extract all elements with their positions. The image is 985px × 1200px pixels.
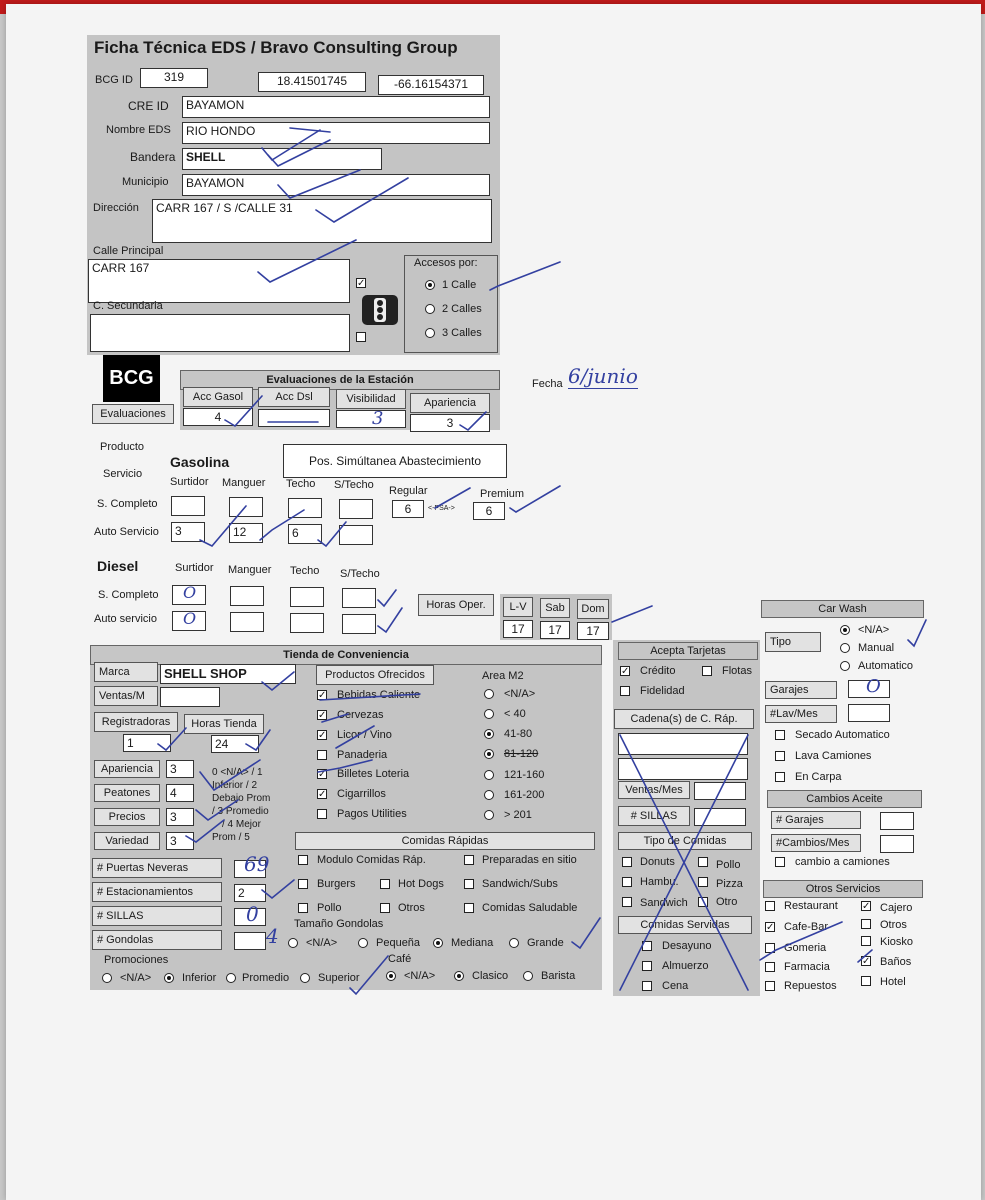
producto-3: Licor / Vino [337,729,392,741]
check-mark [572,918,600,948]
apariencia-header: Apariencia [410,393,490,413]
producto-2: Cervezas [337,709,384,721]
check-mark [262,880,294,898]
accesos-label: Accesos por: [414,257,478,269]
bandera-field[interactable]: SHELL [182,148,382,170]
check-mark [262,128,330,160]
cafe-option-3: Barista [541,970,576,982]
accesos-option-2: 2 Calles [442,303,482,315]
check-mark [318,522,346,546]
producto-1: Bebidas Caliente [337,689,421,701]
otros-left-1: Restaurant [784,900,838,912]
check-mark [760,922,872,962]
gas-col-techo: Techo [286,478,316,490]
check-mark [320,694,420,748]
servida-3: Cena [662,980,689,992]
producto-6: Cigarrillos [337,788,386,800]
evaluaciones-button[interactable]: Evaluaciones [92,404,174,424]
area-option-5: 121-160 [504,769,545,781]
fidelidad-label: Fidelidad [640,685,685,697]
servicio-label: Servicio [103,468,143,480]
check-mark [258,240,356,282]
longitude-field[interactable]: -66.16154371 [378,75,484,95]
registradoras-label: Registradoras [94,712,178,732]
carwash-title: Car Wash [761,600,924,618]
check-mark [460,412,486,430]
check-mark [908,620,926,646]
gondolas-handwritten: 4 [266,924,279,948]
otros-left-cb-2[interactable]: ✓ [766,922,775,933]
aceite-garajes-label: # Garajes [771,811,861,829]
otros-left-2: Cafe-Bar [784,921,829,933]
scale-line-2: Inferior / 2 [212,780,258,791]
cadena-title: Cadena(s) de C. Ráp. [614,709,754,729]
garajes-label: Garajes [765,681,837,699]
apariencia-label: Apariencia [94,760,160,778]
secado-label: Secado Automatico [795,729,890,741]
otros-servicios-title: Otros Servicios [763,880,923,898]
promociones-label: Promociones [104,954,169,966]
estacionamientos-field[interactable]: 2 [234,884,266,902]
nombre-field[interactable]: RIO HONDO [182,122,490,144]
producto-cb-5[interactable]: ✓ [318,769,327,780]
municipio-label: Municipio [122,176,169,188]
horas-col-lv: L-V [503,597,533,617]
check-mark [435,486,560,512]
horas-lv[interactable]: 17 [503,620,533,638]
estacionamientos-label: # Estacionamientos [92,882,222,902]
calle-principal-label: Calle Principal [93,245,164,257]
cambios-aceite-title: Cambios Aceite [767,790,922,808]
sillas-label: # SILLAS [92,906,222,926]
visibilidad-header: Visibilidad [336,389,406,409]
tipo-3: Hambu. [640,876,679,888]
apariencia-value[interactable]: 3 [410,414,490,432]
tipo-1: Donuts [640,856,675,868]
credito-label: Crédito [640,665,676,677]
evaluations-title: Evaluaciones de la Estación [180,370,500,390]
comida-8: Comidas Saludable [482,902,578,914]
flotas-label: Flotas [722,665,752,677]
sillas-handwritten: 0 [246,902,259,926]
otros-right-5: Hotel [880,976,906,988]
producto-4: Panaderia [337,749,388,761]
check-mark [278,170,360,198]
scale-line-5: / 4 Mejor [222,819,261,830]
horas-sab[interactable]: 17 [540,621,570,639]
promo-option-4: Superior [318,972,360,984]
puertas-neveras-label: # Puertas Neveras [92,858,222,878]
otros-right-cb-1[interactable]: ✓ [862,901,871,912]
tipo-5: Sandwich [640,897,688,909]
cadena-sillas-label: # SILLAS [618,806,690,826]
scale-line-1: 0 <N/A> / 1 [212,767,263,778]
premium-label: Premium [480,488,525,500]
en-carpa-label: En Carpa [795,771,842,783]
cre-id-label: CRE ID [128,99,169,113]
scale-line-3: Debajo Prom [212,793,271,804]
lava-camiones-label: Lava Camiones [795,750,872,762]
productos-ofrecidos-button[interactable]: Productos Ofrecidos [316,665,434,685]
lav-mes-label: #Lav/Mes [765,705,837,723]
tipo-comidas-title: Tipo de Comidas [618,832,752,850]
check-mark [225,396,262,426]
check-mark [350,956,388,994]
carwash-option-2: Manual [858,642,895,654]
gasolina-title: Gasolina [170,454,230,470]
latitude-field[interactable]: 18.41501745 [258,72,366,92]
check-mark [262,672,294,690]
horas-col-sab: Sab [540,598,570,618]
scale-line-6: Prom / 5 [212,832,250,843]
calle-principal-field[interactable]: CARR 167 [88,259,350,303]
producto-5: Billetes Loteria [337,768,410,780]
tipo-6: Otro [716,896,738,908]
cafe-option-1: <N/A> [404,970,436,982]
bandera-label: Bandera [130,150,176,164]
calle-principal-checkbox[interactable]: ✓ [357,278,366,289]
gas-row-s-completo: S. Completo [97,498,158,510]
direccion-field[interactable]: CARR 167 / S /CALLE 31 [152,199,492,243]
check-mark [612,606,652,622]
horas-oper-button[interactable]: Horas Oper. [418,594,494,616]
servida-1: Desayuno [662,940,712,952]
tipo-4: Pizza [716,878,743,890]
gas-col-stecho: S/Techo [334,479,374,491]
otros-left-3: Gomeria [784,942,827,954]
accesos-option-1: 1 Calle [442,279,477,291]
otros-left-4: Farmacia [784,961,830,973]
gas-auto-surtidor[interactable]: 3 [171,522,205,542]
comidas-servidas-title: Comidas Servidas [618,916,752,934]
accesos-option-3: 3 Calles [442,327,482,339]
otros-left-5: Repuestos [784,980,837,992]
scale-line-4: / 3 Promedio [212,806,269,817]
check-mark [316,178,408,222]
tipo-2: Pollo [716,859,741,871]
puertas-handwritten: 69 [244,852,270,876]
form-title: Ficha Técnica EDS / Bravo Consulting Group [94,38,458,57]
cafe-label: Café [388,953,412,965]
promo-option-2: Inferior [182,972,217,984]
fecha-label: Fecha [532,378,563,390]
comida-4: Hot Dogs [398,878,444,890]
precios-field[interactable]: 3 [166,808,194,826]
ventas-m-label: Ventas/M [94,686,158,706]
variedad-label: Variedad [94,832,160,850]
dsl-col-manguer: Manguer [228,564,272,576]
producto-cb-1[interactable]: ✓ [318,690,327,701]
visibilidad-handwritten: 3 [372,408,384,429]
check-mark [158,728,270,750]
fecha-handwritten: 6/junio [568,364,638,388]
gas-col-manguer: Manguer [222,477,266,489]
producto-label: Producto [100,441,145,453]
horas-dom[interactable]: 17 [577,622,609,640]
servida-2: Almuerzo [662,960,709,972]
gas-auto-techo[interactable]: 6 [288,524,322,544]
otros-right-3: Kiosko [880,936,914,948]
comida-1: Modulo Comidas Ráp. [317,854,426,866]
area-m2-label: Area M2 [482,670,524,682]
marca-field[interactable]: SHELL SHOP [160,664,296,684]
dsl-row-s-completo: S. Completo [98,589,159,601]
otros-right-1: Cajero [880,902,913,914]
horas-tienda-field[interactable]: 24 [211,735,259,753]
area-option-2: < 40 [504,708,526,720]
producto-7: Pagos Utilities [337,808,407,820]
peatones-label: Peatones [94,784,160,802]
ventas-mes-label: Ventas/Mes [618,781,690,799]
acc-gasol-header: Acc Gasol [183,387,253,407]
variedad-field[interactable]: 3 [166,832,194,850]
area-option-1: <N/A> [504,688,536,700]
dsl-col-stecho: S/Techo [340,568,380,580]
producto-cb-3[interactable]: ✓ [318,730,327,741]
comidas-rapidas-title: Comidas Rápidas [295,832,595,850]
promo-option-3: Promedio [242,972,290,984]
carwash-option-1: <N/A> [858,624,890,636]
area-option-3: 41-80 [504,728,533,740]
regular-label: Regular [389,485,428,497]
comida-3: Burgers [317,878,356,890]
otros-right-2: Otros [880,919,907,931]
tarjetas-title: Acepta Tarjetas [618,642,758,660]
tamano-option-3: Mediana [451,937,494,949]
carwash-tipo-label: Tipo [765,632,821,652]
apariencia-field[interactable]: 3 [166,760,194,778]
peatones-field[interactable]: 4 [166,784,194,802]
comida-2: Preparadas en sitio [482,854,577,866]
psa-arrow: <-PSA-> [428,505,455,512]
dsl-auto-handwritten: O [183,609,197,628]
nombre-label: Nombre EDS [106,124,171,136]
tamano-option-4: Grande [527,937,564,949]
gas-col-surtidor: Surtidor [170,476,209,488]
check-mark [490,262,560,290]
tamano-option-2: Pequeña [376,937,421,949]
check-mark [378,590,402,632]
area-option-7: > 201 [504,809,532,821]
direccion-label: Dirección [93,202,139,214]
dsl-row-auto-servicio: Auto servicio [94,613,157,625]
cross-out [620,735,748,990]
dsl-scompleto-handwritten: O [183,583,197,602]
comida-7: Otros [398,902,425,914]
comida-5: Sandwich/Subs [482,878,558,890]
pos-simultanea-box: Pos. Simúltanea Abastecimiento [283,444,507,478]
bcg-id-label: BCG ID [95,74,133,86]
horas-col-dom: Dom [577,599,609,619]
acc-gasol-value[interactable]: 4 [183,408,253,426]
cambio-camiones-label: cambio a camiones [795,856,890,868]
municipio-field[interactable]: BAYAMON [182,174,490,196]
cre-id-field[interactable]: BAYAMON [182,96,490,118]
check-mark [186,760,260,842]
gondolas-label: # Gondolas [92,930,222,950]
acc-dsl-header: Acc Dsl [258,387,330,407]
producto-cb-6[interactable]: ✓ [318,789,327,800]
promo-option-1: <N/A> [120,972,152,984]
carwash-option-3: Automatico [858,660,914,672]
bcg-logo: BCG [103,355,160,402]
cafe-option-2: Clasico [472,970,509,982]
diesel-title: Diesel [97,558,139,574]
check-mark [318,760,372,772]
otros-right-4: Baños [880,956,912,968]
marca-label: Marca [94,662,158,682]
dsl-col-techo: Techo [290,565,320,577]
tienda-title: Tienda de Conveniencia [90,645,602,665]
credito-checkbox[interactable]: ✓ [621,666,630,677]
garajes-handwritten: O [866,676,881,697]
registradoras-field[interactable]: 1 [123,734,171,752]
producto-cb-2[interactable]: ✓ [318,710,327,721]
calle-secundaria-label: C. Secundaria [93,300,163,312]
tamano-option-1: <N/A> [306,937,338,949]
bcg-id-field[interactable]: 319 [140,68,208,88]
check-mark [260,510,304,540]
precios-label: Precios [94,808,160,826]
area-option-6: 161-200 [504,789,545,801]
area-option-4: 81-120 [504,748,539,760]
gas-row-auto-servicio: Auto Servicio [94,526,159,538]
tamano-gondolas-label: Tamaño Gondolas [294,918,384,930]
horas-tienda-label: Horas Tienda [184,714,264,734]
premium-field[interactable]: 6 [473,502,505,520]
comida-6: Pollo [317,902,342,914]
dsl-col-surtidor: Surtidor [175,562,214,574]
check-mark [200,506,246,546]
regular-field[interactable]: 6 [392,500,424,518]
gas-auto-manguer[interactable]: 12 [229,523,263,543]
otros-right-cb-4[interactable]: ✓ [862,956,871,967]
aceite-cambios-label: #Cambios/Mes [771,834,861,852]
